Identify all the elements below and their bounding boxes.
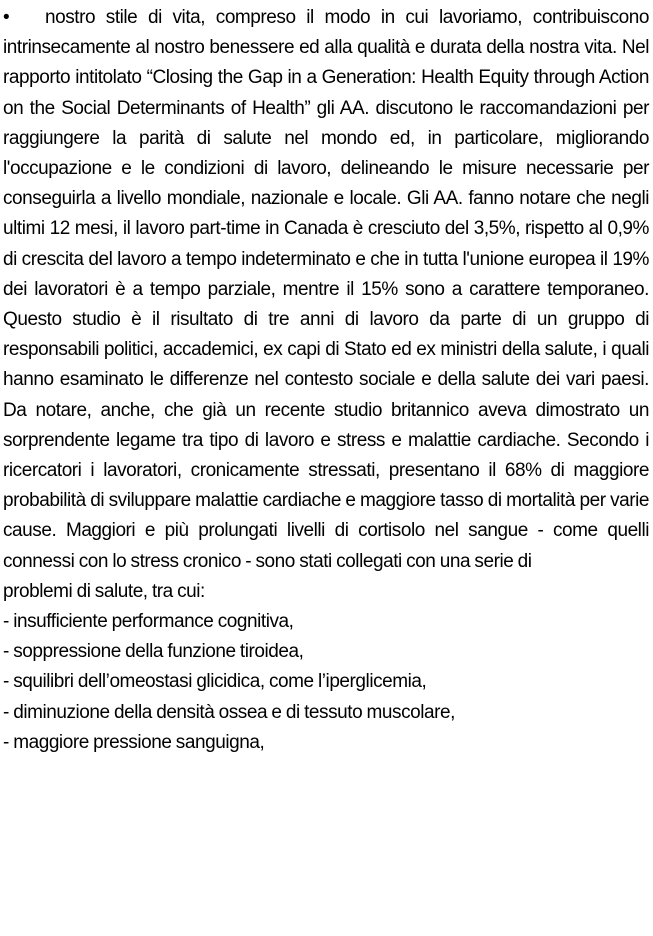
list-item: - soppressione della funzione tiroidea, bbox=[3, 641, 304, 663]
health-problems-list bbox=[3, 607, 649, 758]
list-item: - diminuzione della densità ossea e di tessuto muscolare, bbox=[3, 701, 455, 723]
list-item: - maggiore pressione sanguigna, bbox=[3, 731, 265, 753]
body-paragraph bbox=[3, 3, 649, 577]
paragraph-text: nostro stile di vita, compreso il modo in cui lavoriamo, contribuiscono intrinsecamente al nostro benessere ed alla qualità e durata della nostra vita. Nel rapporto intitolato “Closing the Gap in a Generation: Health Equity through Action on the Social Determinants of Health” gli AA. discutono le raccomandazioni per raggiungere la parità di salute nel mondo ed, in particolare, migliorando l'occupazione e le condizioni di lavoro, delineando le misure necessarie per conseguirla a livello mondiale, nazionale e locale. Gli AA. fanno notare che negli ultimi 12 mesi, il lavoro part-time in Canada è cresciuto del 3,5%, rispetto al 0,9% di crescita del lavoro a tempo indeterminato e che in tutta l'unione europea il 19% dei lavoratori è a tempo parziale, mentre il 15% sono a carattere temporaneo. Questo studio è il risultato di tre anni di lavoro da parte di un gruppo di responsabili politici, accademici, ex capi di Stato ed ex ministri della salute, i quali hanno esaminato le differenze nel contesto sociale e della salute dei vari paesi. Da notare, anche, che già un recente studio britannico aveva dimostrato un sorprendente legame tra tipo di lavoro e stress e malattie cardiache. Secondo i ricercatori i lavoratori, cronicamente stressati, presentano il 68% di maggiore probabilità di sviluppare malattie cardiache e maggiore tasso di mortalità per varie cause. Maggiori e più prolungati livelli di cortisolo nel sangue - come quelli connessi con lo stress cronico - sono stati collegati con una serie di bbox=[3, 7, 649, 572]
list-intro: problemi di salute, tra cui: bbox=[3, 580, 205, 602]
list-item: - squilibri dell’omeostasi glicidica, come l’iperglicemia, bbox=[3, 671, 427, 693]
list-item: - insufficiente performance cognitiva, bbox=[3, 611, 294, 633]
bullet-point: • bbox=[3, 7, 10, 28]
